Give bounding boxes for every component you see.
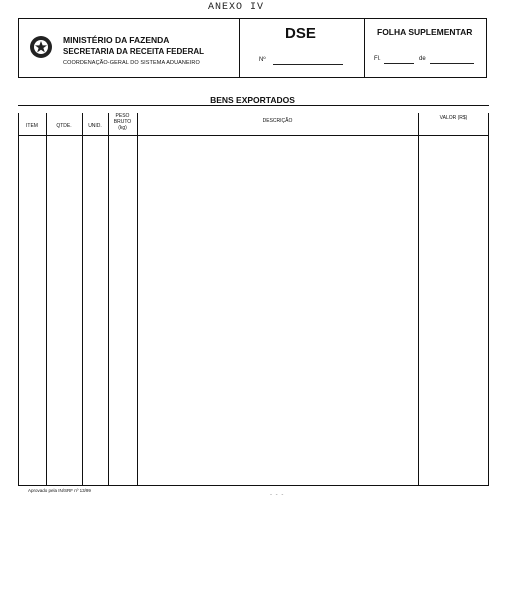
supplement-cell [364,19,486,77]
col-divider-1 [46,113,47,486]
form-header [18,18,487,78]
doc-code-cell [239,19,364,77]
col-header-value: VALOR (R$) [439,115,468,121]
annex-label: ANEXO IV [208,2,265,13]
agency-coordination: COORDENAÇÃO-GERAL DO SISTEMA ADUANEIRO [63,60,200,66]
sheet-total-field[interactable] [430,63,474,64]
of-label: de [419,56,426,62]
col-header-unit: UNID. [88,123,102,129]
col-header-weight [108,113,137,131]
col-header-item: ITEM [26,123,38,129]
section-top-rule [18,105,489,106]
section-title: BENS EXPORTADOS [210,95,295,105]
number-label: Nº [259,57,266,63]
col-header-weight-line3: (kg) [118,125,127,131]
coat-of-arms-icon [29,35,53,59]
sheet-label: Fl. [374,56,381,62]
supplement-title: FOLHA SUPLEMENTAR [377,27,473,37]
col-divider-2 [82,113,83,486]
col-header-qty: QTDE. [56,123,72,129]
doc-code: DSE [285,25,316,42]
col-header-weight-line2: BRUTO [113,119,132,125]
page-marker: - - - [270,492,285,498]
col-header-weight-line1: PESO [115,113,130,119]
agency-ministry: MINISTÉRIO DA FAZENDA [63,35,170,45]
col-header-description: DESCRIÇÃO [262,118,293,124]
approval-note: Aprovado pela IN/SRF nº 13/99 [28,488,91,493]
number-field[interactable] [273,64,343,65]
col-divider-5 [418,113,419,486]
sheet-number-field[interactable] [384,63,414,64]
col-divider-4 [137,113,138,486]
col-divider-3 [108,113,109,486]
agency-secretariat: SECRETARIA DA RECEITA FEDERAL [63,47,205,56]
goods-table [18,113,489,486]
